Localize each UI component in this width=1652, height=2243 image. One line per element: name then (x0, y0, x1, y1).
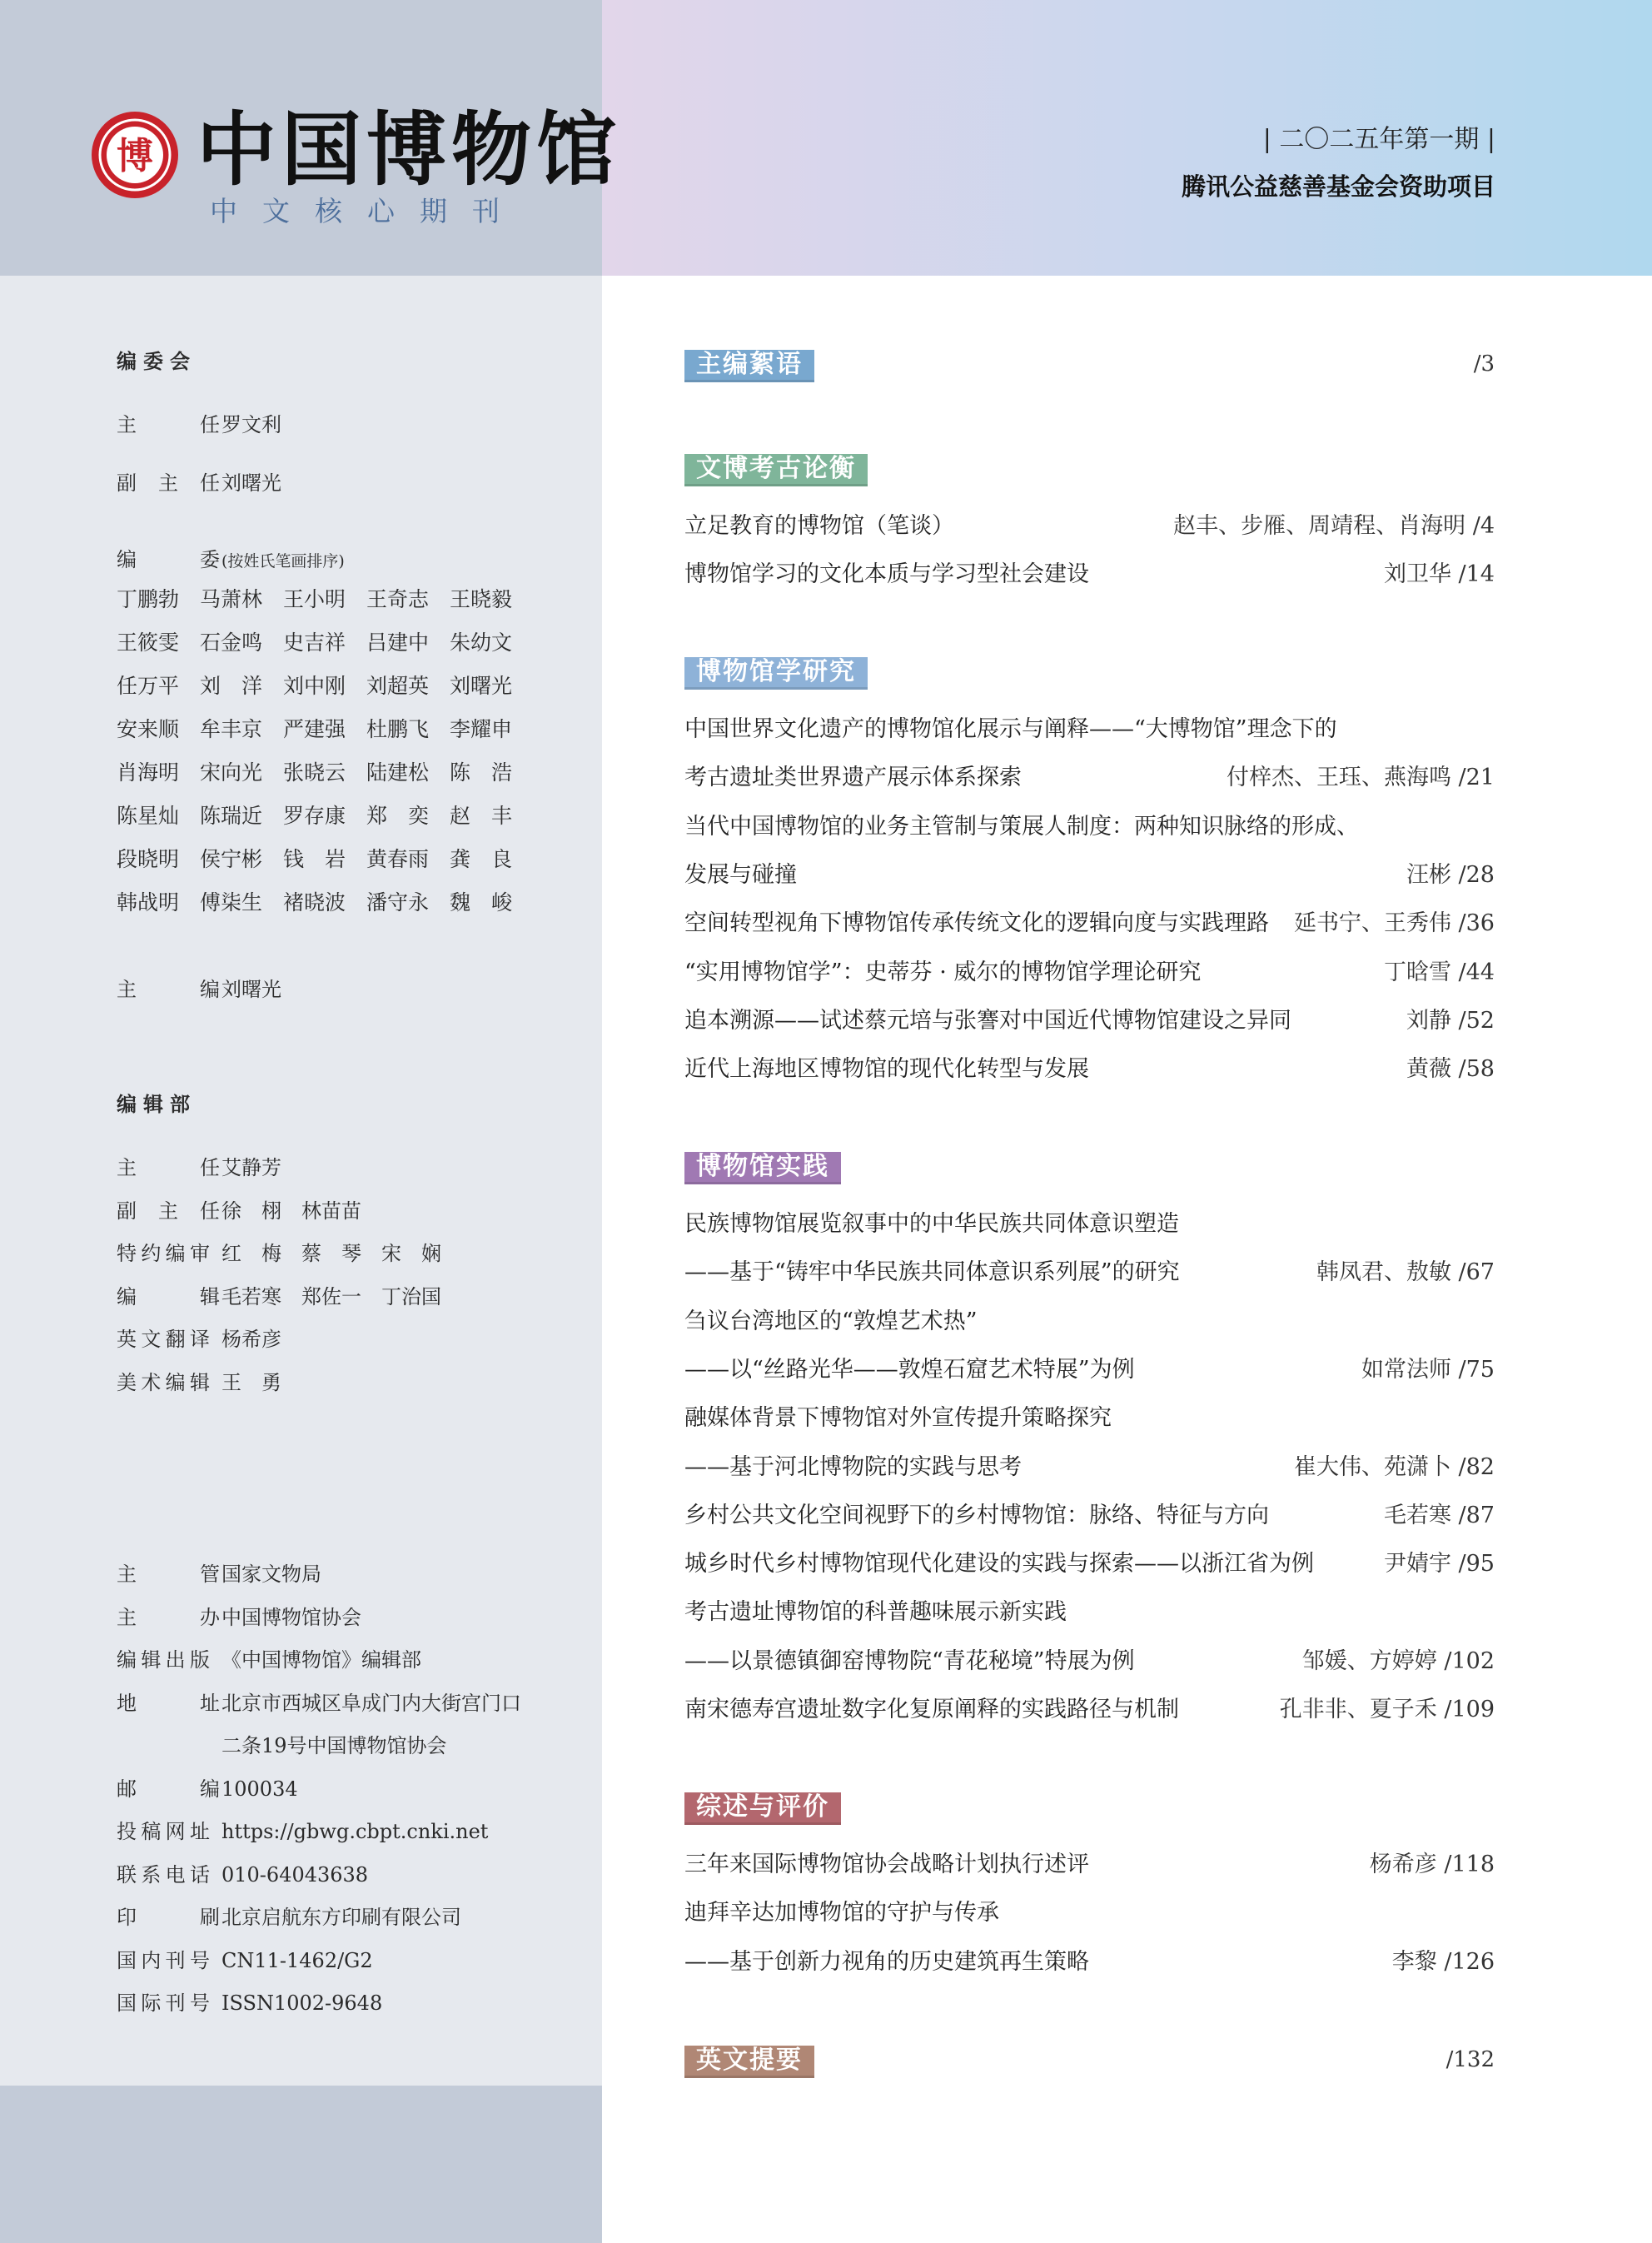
row-value: 国家文物局 (221, 1563, 321, 1586)
members-row (117, 843, 533, 886)
member-name: 史吉祥 (283, 631, 346, 655)
row-value: 罗文利 (221, 413, 281, 436)
row-key: 副主任 (117, 471, 220, 495)
members-row (117, 626, 533, 670)
seal-character: 博 (117, 135, 153, 177)
publisher-row (117, 1986, 382, 2016)
row-value: 王 勇 (221, 1370, 281, 1394)
member-name: 段晓明 (117, 847, 180, 871)
section-label-archaeology[interactable]: 文博考古论衡 (684, 454, 868, 486)
row-key: 编 委 (117, 548, 220, 571)
member-name: 刘曙光 (450, 674, 513, 698)
member-name: 牟丰京 (200, 717, 263, 741)
member-name: 任万平 (117, 674, 180, 698)
member-name: 张晓云 (283, 760, 346, 785)
member-name: 魏 峻 (450, 890, 513, 915)
footer-left-panel (0, 2086, 602, 2243)
member-name: 郑 奕 (366, 804, 430, 828)
committee-deputy (117, 466, 281, 496)
toc-entry-title: 近代上海地区博物馆的现代化转型与发展 (684, 1056, 1089, 1083)
toc-entry-author-page: 汪彬 /28 (1406, 861, 1495, 888)
toc-entry-title: 当代中国博物馆的业务主管制与策展人制度：两种知识脉络的形成、 (684, 813, 1359, 840)
member-name: 吕建中 (366, 631, 430, 655)
toc-entry-author-page: 如常法师 /75 (1361, 1356, 1495, 1383)
row-key: 主 管 (117, 1563, 220, 1586)
row-value: CN11-1462/G2 (221, 1948, 373, 1972)
committee-members-grid (117, 583, 533, 930)
row-value: 杨希彦 (221, 1328, 281, 1351)
toc-entry-title: 三年来国际博物馆协会战略计划执行述评 (684, 1852, 1089, 1877)
member-name: 马萧林 (200, 587, 263, 611)
row-value: 100034 (221, 1777, 298, 1801)
toc-entry-title: 发展与碰撞 (684, 861, 797, 888)
member-name: 刘中刚 (283, 674, 346, 698)
toc-entry-author-page: 丁晗雪 /44 (1383, 959, 1495, 985)
journal-title: 中国博物馆 (197, 102, 621, 197)
seal-icon (88, 108, 182, 202)
publisher-row (117, 1558, 321, 1587)
member-name: 龚 良 (450, 847, 513, 871)
member-name: 肖海明 (117, 760, 180, 785)
member-name: 侯宁彬 (200, 847, 263, 871)
journal-logo (88, 100, 621, 233)
member-name: 杜鹏飞 (366, 717, 430, 741)
toc-entry-title: 融媒体背景下博物馆对外宣传提升策略探究 (684, 1405, 1112, 1432)
row-value: 《中国博物馆》编辑部 (221, 1648, 421, 1672)
member-name: 黄春雨 (366, 847, 430, 871)
toc-entry-title: ——基于“铸牢中华民族共同体意识系列展”的研究 (684, 1259, 1180, 1286)
section-label-review[interactable]: 综述与评价 (684, 1792, 841, 1825)
row-value: 中国博物馆协会 (221, 1605, 361, 1629)
toc-entry-author-page: 孔非非、夏子禾 /109 (1279, 1697, 1495, 1722)
row-value: 刘曙光 (221, 978, 281, 1001)
members-note: (按姓氏笔画排序) (221, 552, 345, 571)
publisher-row (117, 1643, 421, 1672)
journal-subtitle: 中文核心期刊 (210, 195, 525, 227)
row-key: 英文翻译 (117, 1328, 210, 1351)
editorial-row (117, 1366, 281, 1395)
section-label-practice[interactable]: 博物馆实践 (684, 1152, 841, 1184)
row-key: 投稿网址 (117, 1820, 210, 1843)
publisher-row (117, 1944, 373, 1973)
toc-entry-author-page: 刘静 /52 (1406, 1007, 1495, 1034)
editorial-row (117, 1323, 281, 1352)
member-name: 王小明 (283, 587, 346, 611)
row-key: 副主任 (117, 1199, 220, 1223)
member-name: 宋向光 (200, 760, 263, 785)
member-name: 赵 丰 (450, 804, 513, 828)
row-key: 邮 编 (117, 1777, 220, 1801)
member-name: 韩战明 (117, 890, 180, 915)
member-name: 褚晓波 (283, 890, 346, 915)
member-name: 严建强 (283, 717, 346, 741)
section-label-museology[interactable]: 博物馆学研究 (684, 657, 868, 690)
row-value: 红 梅 蔡 琴 宋 娴 (221, 1242, 441, 1265)
section-page-english-abstract: /132 (1446, 2047, 1495, 2072)
members-row (117, 800, 533, 843)
section-label-english-abstract[interactable]: 英文提要 (684, 2046, 814, 2078)
members-row (117, 713, 533, 756)
members-row (117, 583, 533, 626)
member-name: 王晓毅 (450, 587, 513, 611)
member-name: 陈瑞近 (200, 804, 263, 828)
member-name: 刘超英 (366, 674, 430, 698)
toc-entry-title: 考古遗址类世界遗产展示体系探索 (684, 765, 1022, 791)
editorial-row (117, 1151, 281, 1180)
row-value: 徐 栩 林苗苗 (221, 1199, 361, 1223)
row-key (117, 1734, 220, 1757)
section-page-editor-note: /3 (1473, 351, 1495, 376)
committee-director (117, 408, 281, 437)
editorial-row (117, 1194, 361, 1224)
publisher-row (117, 1729, 447, 1758)
row-value: 毛若寒 郑佐一 丁治国 (221, 1284, 441, 1308)
toc-entry-author-page: 尹婧宇 /95 (1383, 1551, 1495, 1578)
chief-editor (117, 973, 281, 1002)
row-key: 国际刊号 (117, 1991, 210, 2015)
toc-entry-title: 立足教育的博物馆（笔谈） (684, 513, 954, 539)
toc-entry-author-page: 付梓杰、王珏、燕海鸣 /21 (1226, 765, 1495, 791)
member-name: 朱幼文 (450, 631, 513, 655)
member-name: 王筱雯 (117, 631, 180, 655)
toc-entry-author-page: 李黎 /126 (1391, 1948, 1495, 1975)
toc-entry-title: 考古遗址博物馆的科普趣味展示新实践 (684, 1599, 1067, 1626)
toc-entry-author-page: 韩凤君、敖敏 /67 (1316, 1259, 1495, 1286)
row-key: 特约编审 (117, 1242, 210, 1265)
publisher-row (117, 1901, 461, 1930)
toc-entry-author-page: 刘卫华 /14 (1383, 561, 1495, 588)
toc-entry-title: 中国世界文化遗产的博物馆化展示与阐释——“大博物馆”理念下的 (684, 716, 1337, 742)
toc-entry-title: 民族博物馆展览叙事中的中华民族共同体意识塑造 (684, 1211, 1179, 1237)
row-key: 编 辑 (117, 1284, 220, 1308)
member-name: 王奇志 (366, 587, 430, 611)
row-value: 二条19号中国博物馆协会 (221, 1734, 447, 1757)
publisher-row (117, 1687, 521, 1716)
row-value: 艾静芳 (221, 1156, 281, 1179)
toc-entry-author-page: 黄薇 /58 (1406, 1056, 1495, 1083)
row-key: 编辑出版 (117, 1648, 210, 1672)
row-key: 主 任 (117, 413, 220, 436)
members-row (117, 886, 533, 930)
editorial-title: 编辑部 (117, 1092, 197, 1116)
publisher-row (117, 1858, 368, 1887)
toc-entry-title: “实用博物馆学”：史蒂芬 · 威尔的博物馆学理论研究 (684, 959, 1202, 985)
toc-entry-author-page: 杨希彦 /118 (1369, 1852, 1495, 1877)
row-key: 联系电话 (117, 1862, 210, 1887)
toc-entry-title: 追本溯源——试述蔡元培与张謇对中国近代博物馆建设之异同 (684, 1007, 1291, 1034)
row-key: 地 址 (117, 1691, 220, 1715)
toc-entry-author-page: 延书宁、王秀伟 /36 (1293, 910, 1495, 937)
row-key: 主 编 (117, 978, 220, 1001)
member-name: 陆建松 (366, 760, 430, 785)
member-name: 石金鸣 (200, 631, 263, 655)
row-value: 北京启航东方印刷有限公司 (221, 1906, 461, 1929)
toc-entry-author-page: 邹媛、方婷婷 /102 (1301, 1647, 1495, 1674)
toc-entry-author-page: 崔大伟、苑潇卜 /82 (1293, 1453, 1495, 1480)
toc-entry-title: 乡村公共文化空间视野下的乡村博物馆：脉络、特征与方向 (684, 1502, 1269, 1528)
toc-entry-title: ——以“丝路光华——敦煌石窟艺术特展”为例 (684, 1356, 1135, 1383)
sponsor-text: 腾讯公益慈善基金会资助项目 (1181, 172, 1495, 201)
member-name: 安来顺 (117, 717, 180, 741)
section-label-editor-note[interactable]: 主编絮语 (684, 350, 814, 382)
toc-entry-title: 城乡时代乡村博物馆现代化建设的实践与探索——以浙江省为例 (684, 1551, 1314, 1578)
row-value: 刘曙光 (221, 471, 281, 495)
row-value: https://gbwg.cbpt.cnki.net (221, 1820, 489, 1843)
toc-entry-title: 博物馆学习的文化本质与学习型社会建设 (684, 561, 1089, 588)
publisher-row (117, 1601, 361, 1630)
toc-entry-title: ——以景德镇御窑博物院“青花秘境”特展为例 (684, 1647, 1135, 1674)
row-key: 主 任 (117, 1156, 220, 1179)
row-value: 010-64043638 (221, 1862, 369, 1887)
row-key: 主 办 (117, 1605, 220, 1629)
member-name: 刘 洋 (200, 674, 263, 698)
member-name: 丁鹏勃 (117, 587, 180, 611)
toc-entry-title: 迪拜辛达加博物馆的守护与传承 (684, 1900, 999, 1926)
member-name: 钱 岩 (283, 847, 346, 871)
member-name: 陈星灿 (117, 804, 180, 828)
members-row (117, 670, 533, 713)
row-key: 美术编辑 (117, 1370, 210, 1394)
toc-entry-title: ——基于河北博物院的实践与思考 (684, 1453, 1022, 1480)
row-key: 国内刊号 (117, 1948, 210, 1972)
toc-entry-author-page: 毛若寒 /87 (1383, 1502, 1495, 1528)
toc-entry-title: 南宋德寿宫遗址数字化复原阐释的实践路径与机制 (684, 1697, 1179, 1722)
toc-entry-author-page: 赵丰、步雁、周靖程、肖海明 /4 (1173, 513, 1495, 539)
member-name: 傅柒生 (200, 890, 263, 915)
member-name: 罗存康 (283, 804, 346, 828)
row-value: 北京市西城区阜成门内大街宫门口 (221, 1691, 521, 1715)
row-key: 印 刷 (117, 1906, 220, 1929)
publisher-row (117, 1772, 298, 1802)
toc-entry-title: ——基于创新力视角的历史建筑再生策略 (684, 1948, 1089, 1975)
row-value: ISSN1002-9648 (221, 1991, 383, 2015)
committee-members-heading (117, 543, 345, 572)
toc-entry-title: 空间转型视角下博物馆传承传统文化的逻辑向度与实践理路 (684, 910, 1269, 937)
toc-entry-title: 刍议台湾地区的“敦煌艺术热” (684, 1308, 978, 1334)
member-name: 李耀申 (450, 717, 513, 741)
committee-title: 编委会 (117, 349, 197, 373)
member-name: 陈 浩 (450, 760, 513, 785)
members-row (117, 756, 533, 800)
editorial-row (117, 1280, 441, 1309)
editorial-row (117, 1237, 441, 1266)
member-name: 潘守永 (366, 890, 430, 915)
publisher-row (117, 1815, 488, 1844)
issue-number: | 二〇二五年第一期 | (1262, 125, 1495, 154)
